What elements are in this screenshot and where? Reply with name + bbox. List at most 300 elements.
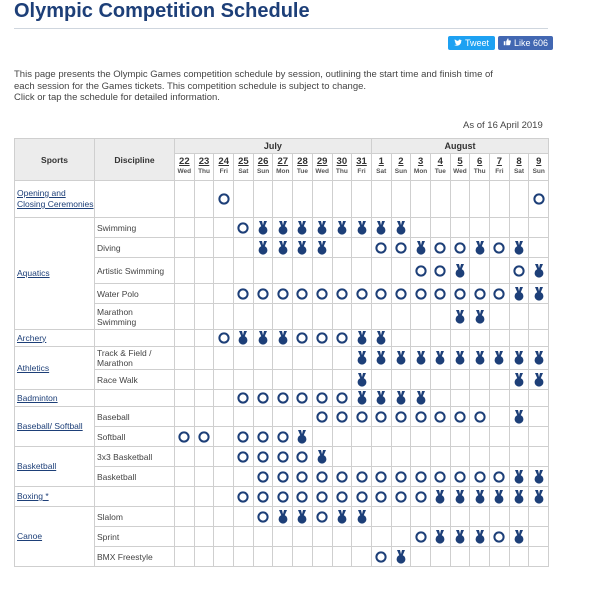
schedule-cell (391, 330, 411, 347)
schedule-cell[interactable] (371, 467, 391, 487)
sport-link[interactable]: Aquatics (17, 268, 50, 278)
medal-icon (494, 490, 504, 504)
schedule-cell[interactable] (175, 427, 195, 447)
day-header[interactable] (312, 154, 332, 181)
schedule-cell (411, 547, 431, 567)
schedule-cell[interactable] (391, 218, 411, 238)
schedule-cell[interactable] (273, 284, 293, 304)
day-number: 1 (378, 156, 384, 167)
schedule-cell (175, 330, 195, 347)
session-circle-icon (375, 551, 387, 563)
medal-icon (416, 391, 426, 405)
schedule-cell[interactable] (490, 284, 510, 304)
schedule-cell[interactable] (234, 390, 254, 407)
schedule-row[interactable] (15, 284, 549, 304)
schedule-cell[interactable] (391, 487, 411, 507)
schedule-cell (175, 284, 195, 304)
schedule-cell[interactable] (371, 407, 391, 427)
schedule-cell[interactable] (430, 347, 450, 370)
schedule-cell (194, 487, 214, 507)
schedule-cell[interactable] (273, 447, 293, 467)
session-circle-icon (257, 431, 269, 443)
sport-link[interactable]: Basketball (17, 461, 57, 471)
schedule-cell[interactable] (352, 284, 372, 304)
schedule-cell[interactable] (332, 284, 352, 304)
tweet-button[interactable] (448, 36, 495, 50)
schedule-cell[interactable] (332, 487, 352, 507)
schedule-cell (352, 427, 372, 447)
schedule-cell[interactable] (470, 347, 490, 370)
schedule-cell (175, 238, 195, 258)
schedule-cell (253, 370, 273, 390)
schedule-cell[interactable] (509, 487, 529, 507)
schedule-cell[interactable] (470, 304, 490, 330)
day-header[interactable] (214, 154, 234, 181)
schedule-row[interactable] (15, 258, 549, 284)
schedule-row[interactable] (15, 527, 549, 547)
schedule-cell[interactable] (430, 407, 450, 427)
schedule-cell (529, 527, 549, 547)
schedule-cell[interactable] (293, 284, 313, 304)
schedule-cell[interactable] (371, 218, 391, 238)
schedule-cell[interactable] (293, 467, 313, 487)
schedule-cell[interactable] (509, 258, 529, 284)
schedule-cell[interactable] (430, 527, 450, 547)
schedule-cell (430, 447, 450, 467)
schedule-cell[interactable] (391, 467, 411, 487)
day-header[interactable] (234, 154, 254, 181)
weekday-label: Tue (296, 168, 308, 175)
session-circle-icon (434, 471, 446, 483)
schedule-cell[interactable] (332, 467, 352, 487)
schedule-cell[interactable] (371, 547, 391, 567)
schedule-cell (214, 347, 234, 370)
schedule-cell (430, 330, 450, 347)
schedule-cell (214, 427, 234, 447)
schedule-cell[interactable] (234, 330, 254, 347)
schedule-cell (411, 370, 431, 390)
schedule-cell[interactable] (529, 467, 549, 487)
sport-cell[interactable] (15, 347, 95, 390)
schedule-row[interactable] (15, 370, 549, 390)
schedule-cell[interactable] (450, 407, 470, 427)
schedule-cell[interactable] (391, 547, 411, 567)
schedule-row[interactable] (15, 407, 549, 427)
sport-link[interactable]: Boxing * (17, 491, 49, 501)
schedule-row[interactable] (15, 547, 549, 567)
medal-icon (435, 530, 445, 544)
schedule-cell (371, 507, 391, 527)
medal-icon (297, 430, 307, 444)
schedule-cell[interactable] (490, 347, 510, 370)
sport-cell[interactable] (15, 407, 95, 447)
schedule-cell (194, 507, 214, 527)
schedule-cell[interactable] (293, 330, 313, 347)
schedule-cell[interactable] (509, 347, 529, 370)
sport-link[interactable]: Archery (17, 332, 47, 343)
schedule-cell[interactable] (529, 284, 549, 304)
schedule-cell (490, 258, 510, 284)
schedule-cell[interactable] (529, 487, 549, 507)
facebook-like-button[interactable] (498, 36, 553, 50)
session-circle-icon (296, 451, 308, 463)
discipline-cell: Water Polo (95, 284, 175, 304)
schedule-cell[interactable] (352, 487, 372, 507)
medal-icon (455, 310, 465, 324)
schedule-cell (509, 447, 529, 467)
day-header[interactable] (430, 154, 450, 181)
day-header[interactable] (490, 154, 510, 181)
schedule-cell[interactable] (509, 467, 529, 487)
sport-cell[interactable] (15, 507, 95, 567)
weekday-label: Thu (335, 168, 348, 175)
schedule-cell[interactable] (529, 370, 549, 390)
schedule-cell[interactable] (371, 390, 391, 407)
schedule-cell[interactable] (529, 258, 549, 284)
schedule-cell[interactable] (490, 527, 510, 547)
day-header[interactable] (175, 154, 195, 181)
schedule-cell[interactable] (411, 238, 431, 258)
schedule-cell (293, 547, 313, 567)
schedule-row[interactable] (15, 447, 549, 467)
weekday-label: Fri (495, 168, 504, 175)
schedule-cell[interactable] (293, 507, 313, 527)
schedule-cell[interactable] (470, 467, 490, 487)
medal-icon (475, 490, 485, 504)
schedule-cell[interactable] (253, 427, 273, 447)
session-circle-icon (415, 531, 427, 543)
schedule-cell[interactable] (214, 181, 234, 218)
schedule-cell[interactable] (352, 347, 372, 370)
discipline-cell: 3x3 Basketball (95, 447, 175, 467)
medal-icon (278, 331, 288, 345)
schedule-cell[interactable] (352, 218, 372, 238)
day-header[interactable] (391, 154, 411, 181)
schedule-cell[interactable] (214, 330, 234, 347)
schedule-cell[interactable] (234, 218, 254, 238)
schedule-cell[interactable] (312, 447, 332, 467)
weekday-label: Mon (276, 168, 290, 175)
schedule-cell[interactable] (253, 238, 273, 258)
sport-cell[interactable] (15, 330, 95, 347)
schedule-cell[interactable] (253, 330, 273, 347)
session-circle-icon (296, 392, 308, 404)
session-circle-icon (454, 288, 466, 300)
schedule-cell (371, 370, 391, 390)
schedule-cell (411, 447, 431, 467)
schedule-cell[interactable] (411, 487, 431, 507)
schedule-cell[interactable] (234, 427, 254, 447)
schedule-row[interactable] (15, 347, 549, 370)
schedule-cell (234, 370, 254, 390)
schedule-cell[interactable] (273, 507, 293, 527)
schedule-cell (234, 258, 254, 284)
session-circle-icon (454, 242, 466, 254)
schedule-cell (312, 181, 332, 218)
medal-icon (317, 450, 327, 464)
schedule-cell[interactable] (293, 390, 313, 407)
medal-icon (455, 530, 465, 544)
schedule-cell[interactable] (312, 218, 332, 238)
schedule-cell[interactable] (312, 284, 332, 304)
day-header[interactable] (509, 154, 529, 181)
schedule-cell[interactable] (529, 181, 549, 218)
competition-schedule-table[interactable] (14, 138, 549, 567)
schedule-row[interactable] (15, 507, 549, 527)
schedule-cell (273, 181, 293, 218)
schedule-cell[interactable] (411, 284, 431, 304)
schedule-cell (430, 547, 450, 567)
schedule-cell[interactable] (352, 507, 372, 527)
schedule-cell[interactable] (430, 238, 450, 258)
session-circle-icon (356, 411, 368, 423)
medal-icon (376, 331, 386, 345)
sport-cell[interactable] (15, 447, 95, 487)
schedule-row[interactable] (15, 181, 549, 218)
schedule-cell[interactable] (411, 390, 431, 407)
schedule-cell[interactable] (253, 284, 273, 304)
schedule-cell (234, 238, 254, 258)
schedule-cell[interactable] (273, 218, 293, 238)
schedule-cell (490, 181, 510, 218)
schedule-cell[interactable] (391, 238, 411, 258)
discipline-cell (95, 181, 175, 218)
session-circle-icon (395, 471, 407, 483)
schedule-cell (293, 370, 313, 390)
schedule-cell (214, 258, 234, 284)
schedule-cell[interactable] (391, 390, 411, 407)
schedule-row[interactable] (15, 390, 549, 407)
schedule-cell[interactable] (391, 284, 411, 304)
schedule-cell (470, 258, 490, 284)
schedule-cell[interactable] (253, 447, 273, 467)
schedule-row[interactable] (15, 427, 549, 447)
schedule-cell (490, 330, 510, 347)
schedule-cell (175, 407, 195, 427)
day-header[interactable] (194, 154, 214, 181)
schedule-cell[interactable] (293, 427, 313, 447)
schedule-cell[interactable] (312, 467, 332, 487)
session-circle-icon (336, 491, 348, 503)
sport-link[interactable]: Badminton (17, 392, 58, 403)
schedule-row[interactable] (15, 304, 549, 330)
schedule-row[interactable] (15, 467, 549, 487)
day-header[interactable] (529, 154, 549, 181)
schedule-cell[interactable] (371, 487, 391, 507)
schedule-cell[interactable] (352, 390, 372, 407)
schedule-cell (430, 304, 450, 330)
discipline-column-header: Discipline (95, 139, 175, 181)
schedule-cell[interactable] (312, 507, 332, 527)
schedule-cell[interactable] (509, 527, 529, 547)
schedule-cell[interactable] (470, 487, 490, 507)
schedule-cell[interactable] (490, 487, 510, 507)
schedule-cell (175, 547, 195, 567)
as-of-date: As of 16 April 2019 (463, 120, 543, 131)
schedule-cell[interactable] (371, 284, 391, 304)
schedule-cell[interactable] (234, 487, 254, 507)
schedule-cell (273, 547, 293, 567)
session-circle-icon (434, 242, 446, 254)
sport-cell[interactable] (15, 390, 95, 407)
schedule-cell (194, 407, 214, 427)
sport-link[interactable]: Baseball/ Softball (17, 421, 83, 431)
schedule-cell (175, 304, 195, 330)
schedule-cell[interactable] (253, 218, 273, 238)
schedule-cell (234, 407, 254, 427)
schedule-cell[interactable] (332, 507, 352, 527)
schedule-cell[interactable] (332, 390, 352, 407)
schedule-cell[interactable] (273, 427, 293, 447)
schedule-cell[interactable] (450, 258, 470, 284)
schedule-cell[interactable] (470, 284, 490, 304)
medal-icon (357, 331, 367, 345)
schedule-cell (529, 304, 549, 330)
schedule-cell[interactable] (411, 467, 431, 487)
schedule-cell[interactable] (293, 487, 313, 507)
day-header[interactable] (371, 154, 391, 181)
schedule-cell[interactable] (490, 238, 510, 258)
schedule-cell (490, 407, 510, 427)
schedule-cell (430, 218, 450, 238)
schedule-cell[interactable] (509, 370, 529, 390)
discipline-cell: Diving (95, 238, 175, 258)
page-title: Olympic Competition Schedule (14, 0, 310, 22)
day-header[interactable] (470, 154, 490, 181)
schedule-cell[interactable] (273, 390, 293, 407)
intro-line: This page presents the Olympic Games competition schedule by session, outlining the start time and finish time of (14, 69, 493, 80)
session-circle-icon (415, 471, 427, 483)
schedule-cell (194, 218, 214, 238)
schedule-cell[interactable] (430, 467, 450, 487)
schedule-cell[interactable] (450, 284, 470, 304)
schedule-cell[interactable] (194, 427, 214, 447)
session-circle-icon (316, 471, 328, 483)
schedule-row[interactable] (15, 238, 549, 258)
schedule-cell (214, 238, 234, 258)
schedule-cell (509, 218, 529, 238)
schedule-row[interactable] (15, 330, 549, 347)
schedule-cell (450, 370, 470, 390)
schedule-cell[interactable] (371, 238, 391, 258)
schedule-cell[interactable] (312, 407, 332, 427)
schedule-cell[interactable] (352, 407, 372, 427)
medal-icon (278, 221, 288, 235)
schedule-cell[interactable] (253, 487, 273, 507)
sport-link[interactable]: Canoe (17, 531, 43, 541)
session-circle-icon (178, 431, 190, 443)
day-number: 9 (536, 156, 542, 167)
sport-link[interactable]: Opening and Closing Ceremonies (17, 188, 94, 209)
schedule-cell[interactable] (312, 330, 332, 347)
schedule-cell[interactable] (509, 238, 529, 258)
schedule-cell[interactable] (411, 258, 431, 284)
schedule-cell[interactable] (352, 467, 372, 487)
schedule-cell[interactable] (312, 238, 332, 258)
schedule-cell[interactable] (450, 467, 470, 487)
schedule-cell (253, 547, 273, 567)
session-circle-icon (237, 431, 249, 443)
schedule-cell[interactable] (450, 487, 470, 507)
schedule-cell[interactable] (450, 527, 470, 547)
schedule-cell[interactable] (273, 487, 293, 507)
schedule-cell[interactable] (293, 447, 313, 467)
schedule-cell[interactable] (253, 507, 273, 527)
schedule-cell[interactable] (273, 467, 293, 487)
schedule-cell[interactable] (253, 390, 273, 407)
schedule-cell[interactable] (411, 347, 431, 370)
schedule-cell[interactable] (450, 304, 470, 330)
session-circle-icon (336, 392, 348, 404)
schedule-cell[interactable] (332, 218, 352, 238)
schedule-cell[interactable] (470, 407, 490, 427)
schedule-cell[interactable] (450, 238, 470, 258)
medal-icon (416, 241, 426, 255)
schedule-cell[interactable] (411, 527, 431, 547)
schedule-cell[interactable] (312, 390, 332, 407)
schedule-cell (430, 427, 450, 447)
medal-icon (534, 287, 544, 301)
schedule-cell[interactable] (273, 330, 293, 347)
schedule-cell[interactable] (529, 347, 549, 370)
schedule-cell[interactable] (273, 238, 293, 258)
day-header[interactable] (293, 154, 313, 181)
schedule-cell[interactable] (411, 407, 431, 427)
schedule-cell[interactable] (293, 238, 313, 258)
schedule-cell[interactable] (430, 284, 450, 304)
medal-icon (317, 221, 327, 235)
day-header[interactable] (352, 154, 372, 181)
schedule-row[interactable] (15, 218, 549, 238)
schedule-cell[interactable] (253, 467, 273, 487)
day-header[interactable] (332, 154, 352, 181)
day-header[interactable] (450, 154, 470, 181)
schedule-cell[interactable] (312, 487, 332, 507)
schedule-cell[interactable] (470, 238, 490, 258)
day-header[interactable] (273, 154, 293, 181)
day-header[interactable] (253, 154, 273, 181)
schedule-cell[interactable] (509, 407, 529, 427)
schedule-cell[interactable] (430, 258, 450, 284)
schedule-cell (490, 370, 510, 390)
sport-cell[interactable] (15, 181, 95, 218)
schedule-cell[interactable] (352, 370, 372, 390)
schedule-cell[interactable] (234, 447, 254, 467)
schedule-cell[interactable] (391, 347, 411, 370)
schedule-cell (371, 258, 391, 284)
schedule-cell[interactable] (371, 347, 391, 370)
day-header[interactable] (411, 154, 431, 181)
sport-cell[interactable] (15, 218, 95, 330)
schedule-cell[interactable] (470, 527, 490, 547)
schedule-cell (450, 181, 470, 218)
discipline-cell: Slalom (95, 507, 175, 527)
schedule-cell[interactable] (450, 347, 470, 370)
schedule-cell[interactable] (371, 330, 391, 347)
schedule-cell[interactable] (234, 284, 254, 304)
schedule-cell[interactable] (509, 284, 529, 304)
schedule-cell[interactable] (352, 330, 372, 347)
schedule-cell[interactable] (293, 218, 313, 238)
schedule-cell[interactable] (332, 330, 352, 347)
schedule-cell[interactable] (391, 407, 411, 427)
schedule-cell[interactable] (332, 407, 352, 427)
schedule-row[interactable] (15, 487, 549, 507)
schedule-cell[interactable] (490, 467, 510, 487)
schedule-cell[interactable] (430, 487, 450, 507)
sport-link[interactable]: Athletics (17, 362, 50, 373)
sport-cell[interactable] (15, 487, 95, 507)
